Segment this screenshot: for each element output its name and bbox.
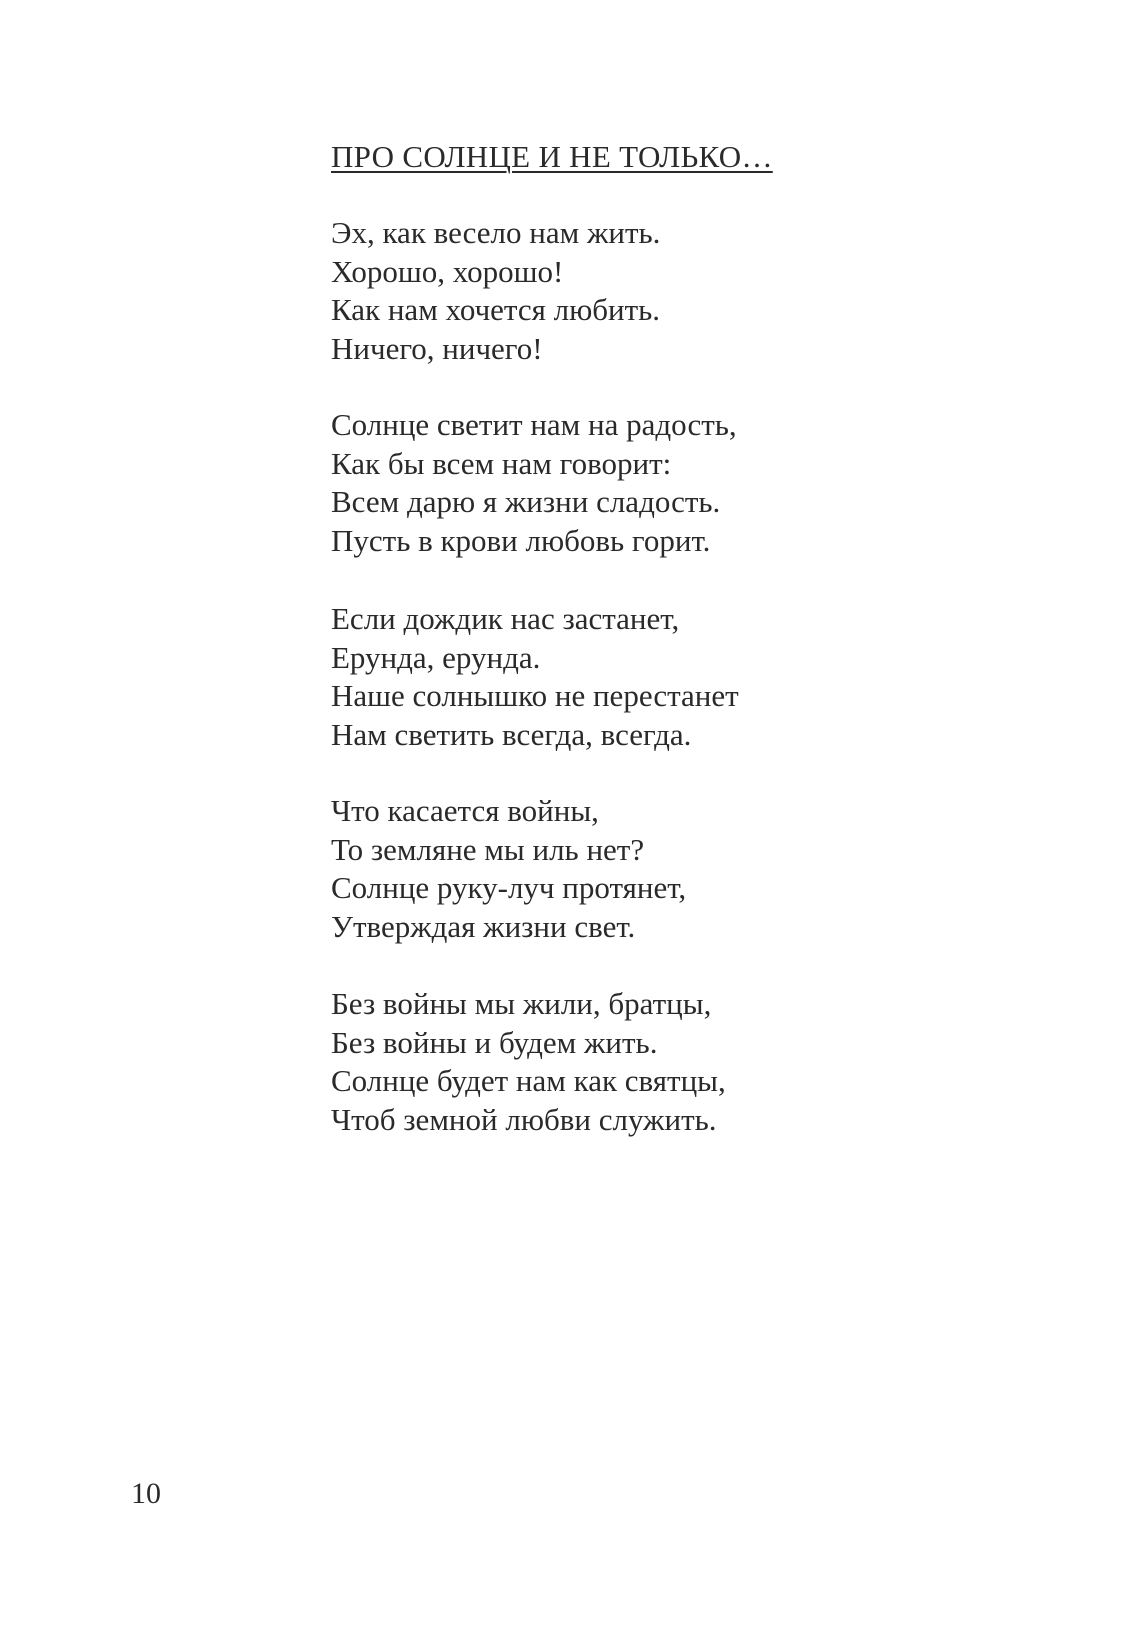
poem-line: Ничего, ничего! [331, 330, 543, 366]
poem-line: То земляне мы иль нет? [331, 831, 645, 867]
poem-line: Если дождик нас застанет, [331, 601, 680, 636]
poem-line: Солнце руку-луч протянет, [331, 870, 687, 905]
poem-line: Что касается войны, [331, 793, 599, 828]
poem-line: Пусть в крови любовь горит. [331, 522, 711, 558]
stanza-4 [331, 792, 686, 946]
stanza-1 [331, 214, 660, 368]
poem-line: Солнце будет нам как святцы, [331, 1063, 726, 1098]
stanza-2 [331, 406, 737, 560]
poem-title: ПРО СОЛНЦЕ И НЕ ТОЛЬКО… [331, 139, 773, 174]
page-number: 10 [131, 1477, 161, 1510]
poem-line: Без войны мы жили, братцы, [331, 986, 712, 1021]
stanza-5 [331, 985, 726, 1139]
poem-line: Солнце светит нам на радость, [331, 407, 737, 442]
poem-line: Хорошо, хорошо! [331, 253, 564, 289]
poem-line: Нам светить всегда, всегда. [331, 716, 692, 752]
poem-line: Всем дарю я жизни сладость. [331, 484, 721, 519]
poem-line: Как бы всем нам говорит: [331, 445, 672, 481]
poem-line: Чтоб земной любви служить. [331, 1101, 717, 1137]
poem-line: Наше солнышко не перестанет [331, 678, 739, 713]
poem-line: Как нам хочется любить. [331, 292, 661, 327]
poem-line: Утверждая жизни свет. [331, 908, 636, 944]
stanza-3 [331, 600, 739, 754]
poem-line: Ерунда, ерунда. [331, 639, 541, 675]
poem-line: Эх, как весело нам жить. [331, 215, 661, 250]
poem-line: Без войны и будем жить. [331, 1024, 658, 1060]
